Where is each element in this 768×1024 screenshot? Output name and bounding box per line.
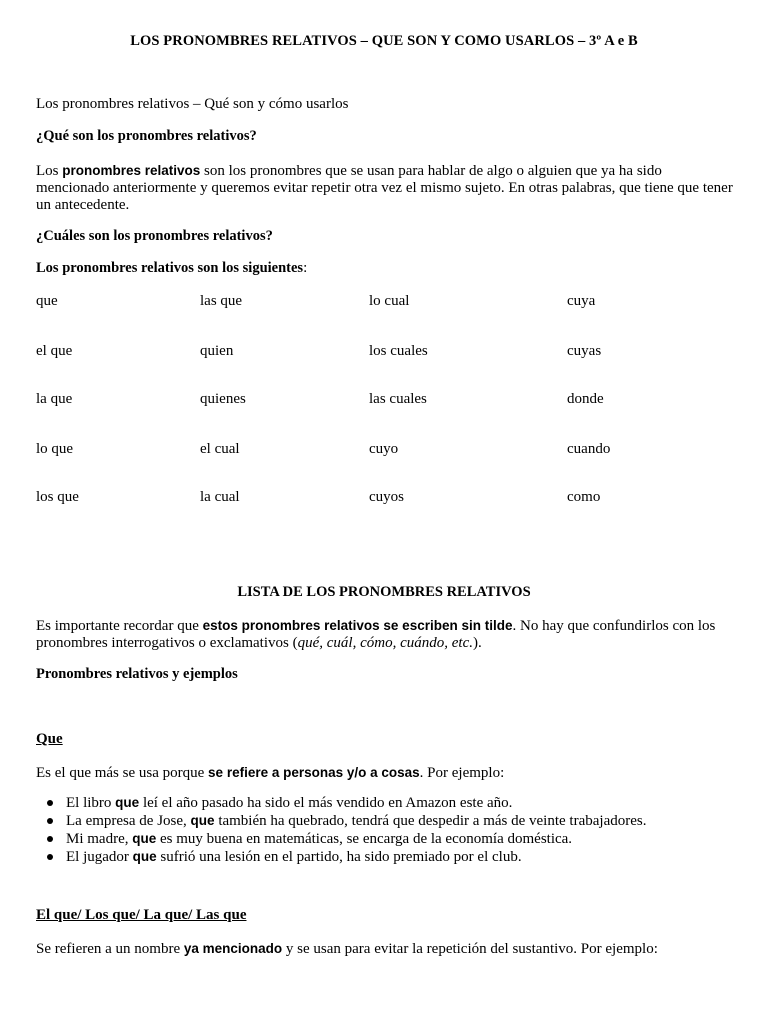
table-cell: cuyo (369, 441, 399, 457)
el-que-desc-bold: ya mencionado (183, 941, 283, 956)
table-cell: cuyas (567, 343, 602, 359)
table-cell: los que (36, 489, 79, 505)
important-pre: Es importante recordar que (36, 618, 203, 634)
example-post: también ha quebrado, tendrá que despedir a más de veinte trabajadores. (214, 813, 647, 829)
que-desc-pre: Es el que más se usa porque (36, 765, 209, 781)
important-post: ). (472, 635, 482, 651)
table-cell: los cuales (369, 343, 428, 359)
question-which-are: ¿Cuáles son los pronombres relativos? (36, 228, 273, 244)
el-que-heading: El que/ Los que/ La que/ Las que (36, 907, 247, 923)
example-pre: La empresa de Jose, (66, 813, 191, 829)
el-que-description (36, 940, 736, 958)
que-desc-bold: se refiere a personas y/o a cosas (208, 765, 420, 780)
list-intro (36, 260, 736, 277)
page-title: LOS PRONOMBRES RELATIVOS – QUE SON Y COMO USARLOS – 3º A e B (130, 33, 638, 49)
definition-paragraph (36, 162, 736, 214)
table-cell: cuando (567, 441, 611, 457)
example-bold: que (115, 795, 140, 810)
table-cell: lo que (36, 441, 74, 457)
question-what-are: ¿Qué son los pronombres relativos? (36, 128, 257, 144)
example-pre: Mi madre, (66, 831, 133, 847)
example-pre: El jugador (66, 849, 133, 865)
que-examples-list (36, 794, 756, 866)
table-cell: las cuales (369, 391, 427, 407)
example-bold: que (190, 813, 215, 828)
intro-line: Los pronombres relativos – Qué son y cómo usarlos (36, 96, 349, 112)
list-item (36, 794, 756, 812)
definition-pre: Los (36, 163, 63, 179)
que-description (36, 764, 736, 782)
list-heading: LISTA DE LOS PRONOMBRES RELATIVOS (237, 584, 531, 600)
list-item (36, 848, 756, 866)
example-post: sufrió una lesión en el partido, ha sido premiado por el club. (156, 849, 522, 865)
table-cell: quienes (200, 391, 246, 407)
que-desc-post: . Por ejemplo: (419, 765, 505, 781)
example-post: es muy buena en matemáticas, se encarga de la economía doméstica. (156, 831, 573, 847)
important-paragraph (36, 617, 736, 652)
el-que-desc-pre: Se refieren a un nombre (36, 941, 184, 957)
examples-heading: Pronombres relativos y ejemplos (36, 666, 238, 682)
el-que-desc-post: y se usan para evitar la repetición del sustantivo. Por ejemplo: (282, 941, 658, 957)
table-cell: cuya (567, 293, 596, 309)
definition-post: son los pronombres que se usan para hablar de algo o alguien que ya ha sido mencionado anteriormente y queremos evitar repetir otra vez el mismo sujeto. En otras palabras, que tiene que tener un antecedente. (36, 163, 733, 213)
important-mid: . No hay que confundirlos con los pronombres interrogativos o exclamativos ( (36, 618, 716, 651)
table-cell: el que (36, 343, 73, 359)
table-cell: la cual (200, 489, 240, 505)
table-cell: las que (200, 293, 243, 309)
list-intro-colon: : (303, 260, 308, 276)
example-pre: El libro (66, 795, 116, 811)
definition-bold: pronombres relativos (62, 163, 201, 178)
important-italic: qué, cuál, cómo, cuándo, etc. (297, 635, 473, 651)
list-item (36, 830, 756, 848)
que-heading: Que (36, 731, 63, 747)
table-cell: que (36, 293, 58, 309)
table-cell: lo cual (369, 293, 410, 309)
table-cell: quien (200, 343, 234, 359)
list-item (36, 812, 756, 830)
important-bold: estos pronombres relativos se escriben sin tilde (202, 618, 513, 633)
example-post: leí el año pasado ha sido el más vendido en Amazon este año. (139, 795, 513, 811)
table-cell: el cual (200, 441, 240, 457)
table-cell: como (567, 489, 601, 505)
example-bold: que (132, 849, 157, 864)
list-intro-text: Los pronombres relativos son los siguientes (36, 260, 304, 276)
table-cell: donde (567, 391, 604, 407)
table-cell: la que (36, 391, 73, 407)
example-bold: que (132, 831, 157, 846)
table-cell: cuyos (369, 489, 404, 505)
